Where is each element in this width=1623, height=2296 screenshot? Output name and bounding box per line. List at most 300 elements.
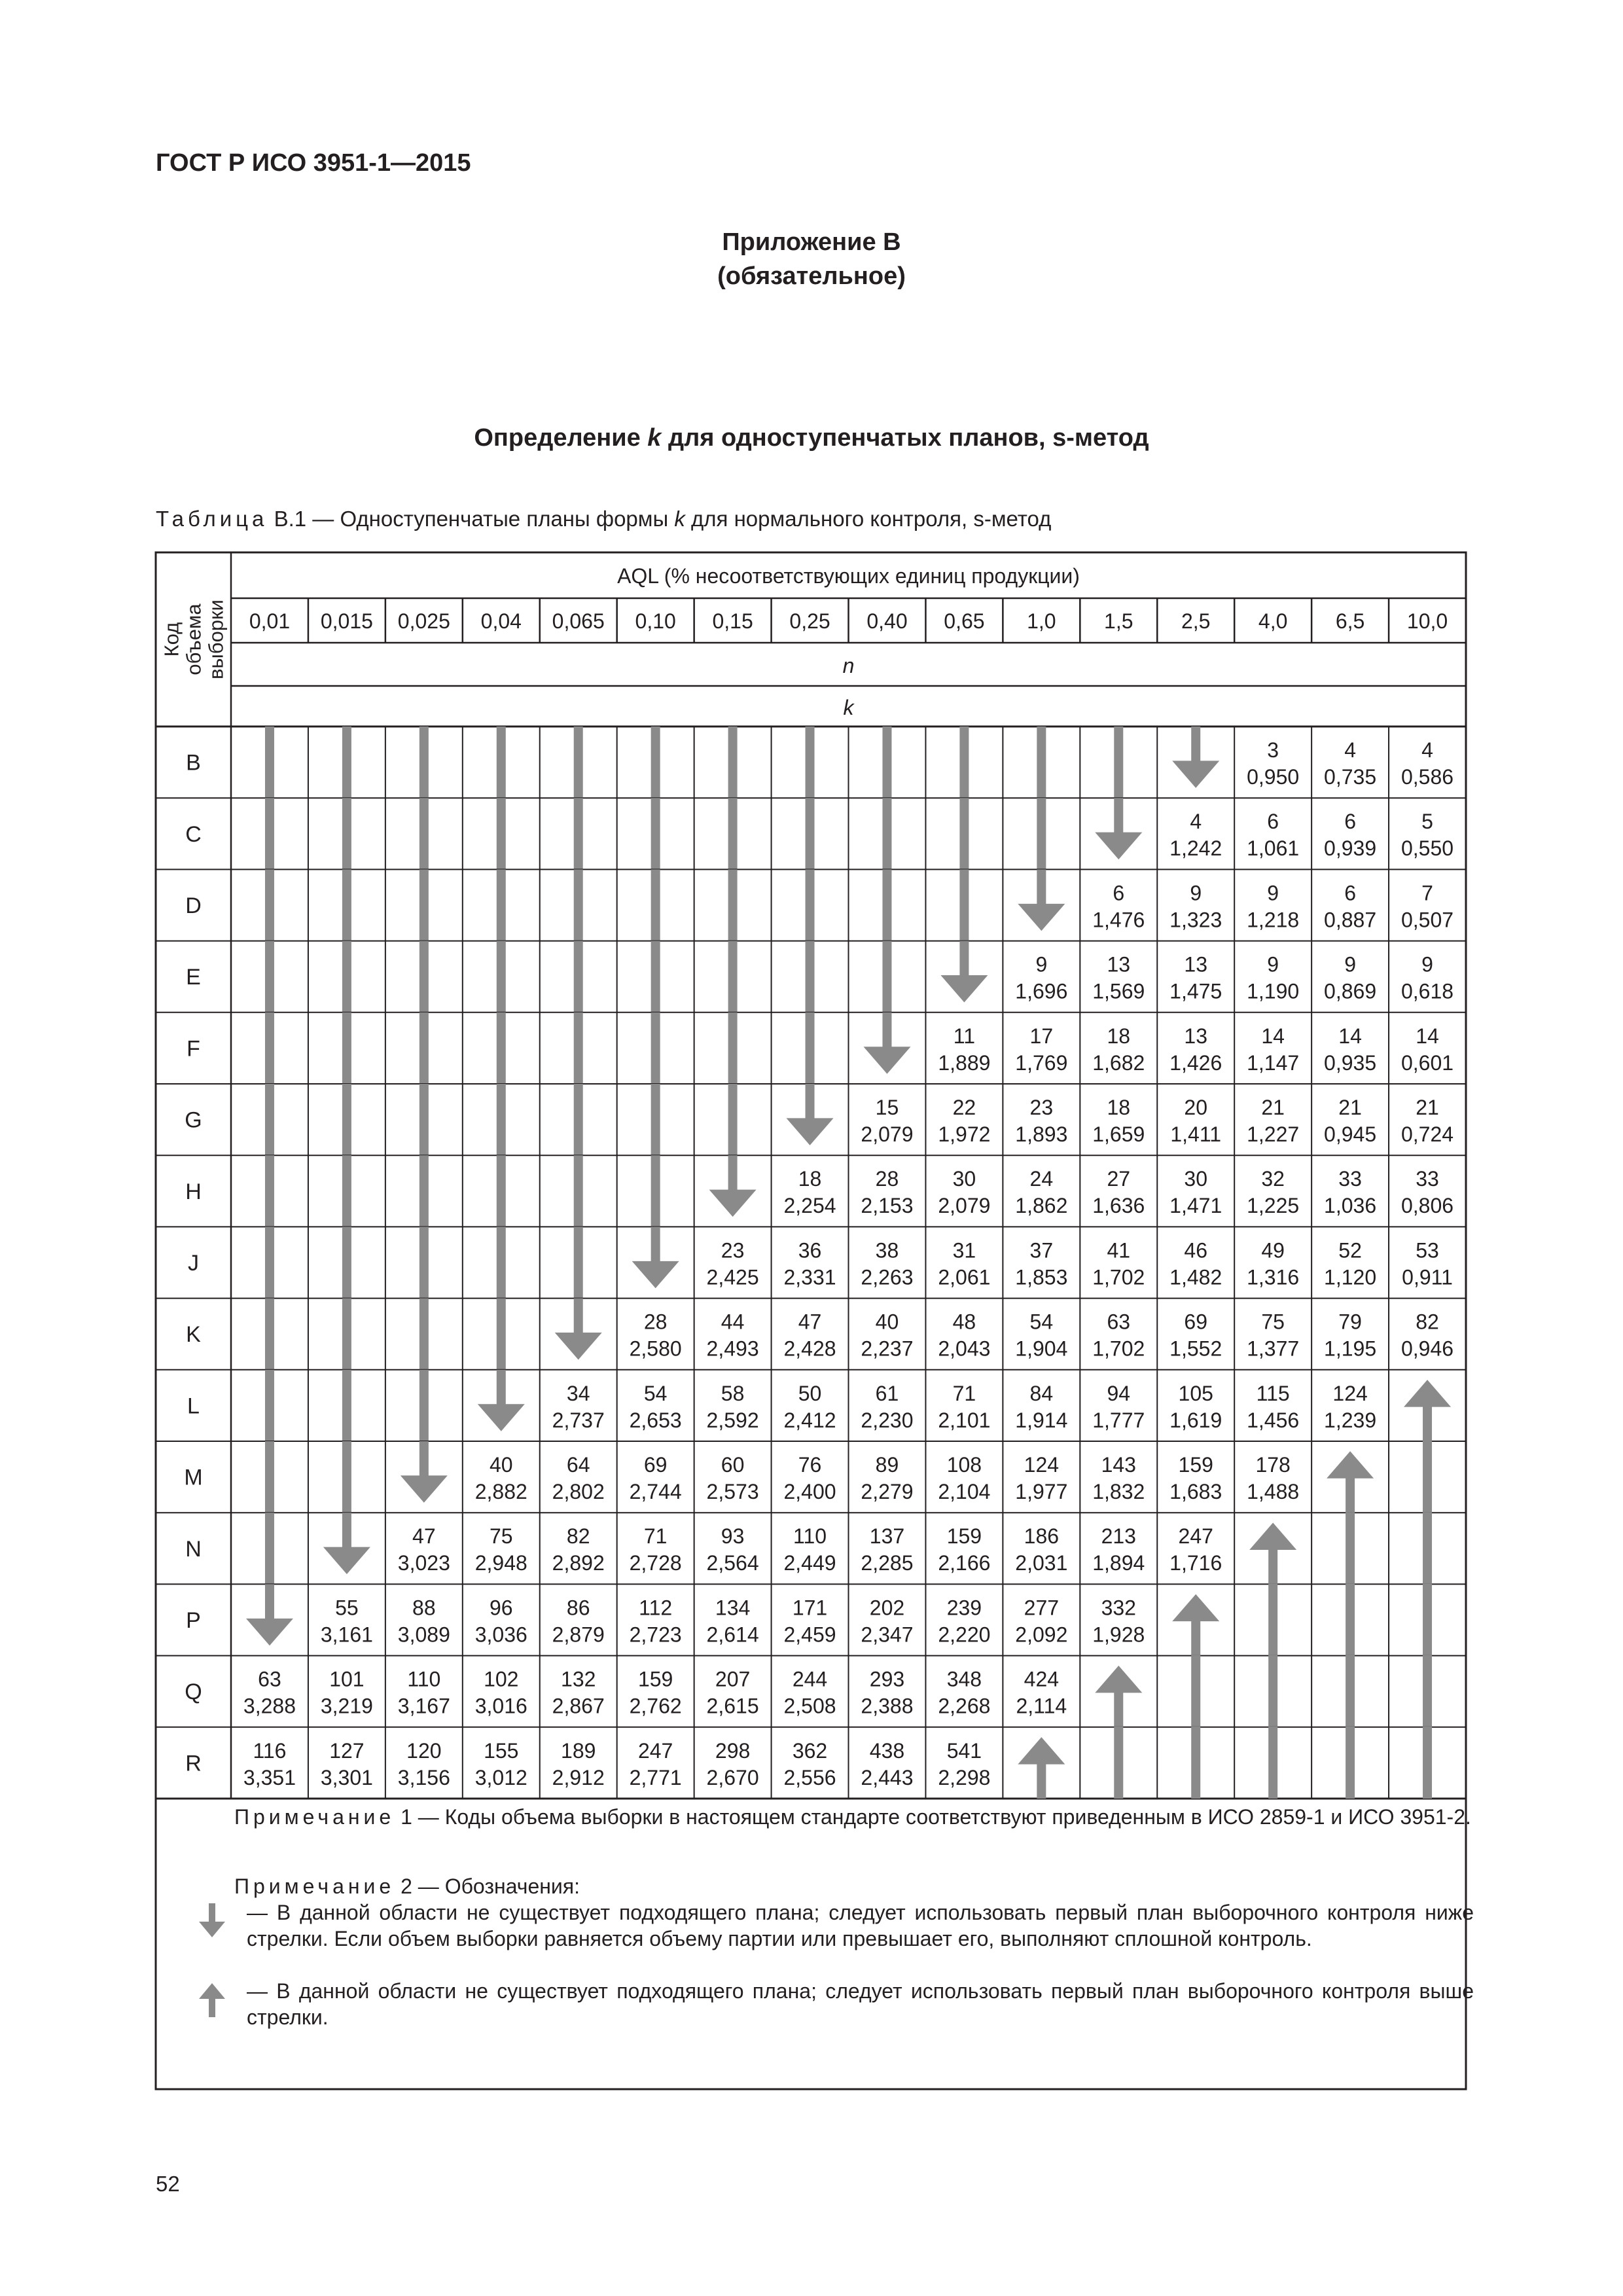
sample-size-n: 159 xyxy=(637,1667,673,1691)
sample-size-n: 186 xyxy=(1024,1524,1060,1549)
sample-size-n: 54 xyxy=(643,1381,668,1405)
arrow-down-shaft xyxy=(651,1013,660,1085)
acceptability-constant-k: 2,614 xyxy=(706,1623,759,1647)
sample-size-n: 239 xyxy=(946,1596,982,1620)
sample-size-n: 438 xyxy=(869,1738,905,1763)
arrow-down-shaft xyxy=(342,1441,351,1513)
sample-size-n: 9 xyxy=(1421,952,1433,977)
acceptability-constant-k: 2,762 xyxy=(629,1694,682,1718)
acceptability-constant-k: 1,682 xyxy=(1092,1050,1145,1075)
acceptability-constant-k: 1,904 xyxy=(1015,1336,1068,1361)
acceptability-constant-k: 1,696 xyxy=(1015,979,1068,1003)
section-title-suffix: для одноступенчатых планов, s-метод xyxy=(661,424,1149,452)
arrow-down-shaft xyxy=(265,1013,274,1085)
arrow-up-shaft xyxy=(1191,1727,1200,1799)
acceptability-constant-k: 1,377 xyxy=(1247,1336,1300,1361)
acceptability-constant-k: 2,153 xyxy=(861,1194,914,1218)
acceptability-constant-k: 2,400 xyxy=(783,1480,836,1503)
page-number: 52 xyxy=(156,2172,180,2196)
acceptability-constant-k: 2,556 xyxy=(783,1765,836,1789)
arrow-up-shaft xyxy=(1346,1583,1355,1655)
acceptability-constant-k: 1,225 xyxy=(1247,1194,1300,1218)
arrow-down-shaft xyxy=(728,1013,738,1085)
acceptability-constant-k: 2,723 xyxy=(629,1623,682,1647)
arrow-down-shaft xyxy=(419,1155,429,1227)
sample-size-code: J xyxy=(188,1251,199,1276)
sample-size-n: 4 xyxy=(1344,738,1356,762)
acceptability-constant-k: 1,977 xyxy=(1015,1480,1068,1503)
sample-size-n: 22 xyxy=(952,1096,976,1119)
sample-size-n: 69 xyxy=(1184,1310,1208,1334)
arrow-up-shaft xyxy=(1346,1512,1355,1584)
acceptability-constant-k: 1,552 xyxy=(1169,1336,1222,1361)
arrow-down-shaft xyxy=(1114,726,1123,798)
note-2 xyxy=(165,1873,1474,1899)
acceptability-constant-k: 2,043 xyxy=(938,1336,991,1361)
acceptability-constant-k: 1,702 xyxy=(1092,1336,1145,1361)
aql-column-label: 10,0 xyxy=(1406,609,1448,633)
acceptability-constant-k: 1,239 xyxy=(1324,1408,1377,1432)
arrow-up-shaft xyxy=(1268,1655,1277,1727)
aql-column-label: 0,65 xyxy=(944,609,985,633)
arrow-up-shaft xyxy=(1423,1583,1432,1655)
sample-size-n: 71 xyxy=(643,1524,668,1549)
acceptability-constant-k: 1,659 xyxy=(1092,1122,1145,1146)
sample-size-n: 13 xyxy=(1184,952,1208,977)
sample-size-n: 27 xyxy=(1107,1167,1131,1191)
arrow-down-icon xyxy=(632,1261,679,1288)
acceptability-constant-k: 3,016 xyxy=(474,1694,527,1718)
note-1-label: Примечание xyxy=(234,1805,395,1829)
arrow-down-shaft xyxy=(651,1227,660,1264)
acceptability-constant-k: 1,853 xyxy=(1015,1265,1068,1289)
acceptability-constant-k: 1,147 xyxy=(1247,1050,1300,1075)
aql-column-label: 6,5 xyxy=(1335,609,1365,633)
acceptability-constant-k: 0,550 xyxy=(1400,836,1454,861)
acceptability-constant-k: 1,716 xyxy=(1169,1551,1222,1575)
sample-size-n: 71 xyxy=(952,1381,976,1405)
sample-size-n: 137 xyxy=(869,1524,905,1549)
sample-size-n: 127 xyxy=(329,1738,365,1763)
arrow-down-shaft xyxy=(959,798,969,870)
arrow-down-shaft xyxy=(342,1299,351,1371)
acceptability-constant-k: 1,569 xyxy=(1092,979,1145,1003)
sample-size-n: 28 xyxy=(643,1310,668,1334)
sample-size-n: 159 xyxy=(946,1524,982,1549)
arrow-down-shaft xyxy=(806,798,815,870)
sample-size-n: 32 xyxy=(1261,1167,1285,1191)
arrow-up-shaft xyxy=(1423,1655,1432,1727)
sample-size-n: 110 xyxy=(793,1524,827,1549)
arrow-down-icon xyxy=(1018,904,1065,931)
sample-size-n: 50 xyxy=(798,1381,822,1405)
acceptability-constant-k: 0,601 xyxy=(1400,1050,1454,1075)
arrow-up-icon xyxy=(194,1982,230,2018)
sample-size-n: 21 xyxy=(1338,1096,1362,1119)
acceptability-constant-k: 2,031 xyxy=(1015,1551,1068,1575)
sample-size-n: 52 xyxy=(1338,1238,1362,1263)
arrow-down-shaft xyxy=(806,1013,815,1085)
acceptability-constant-k: 1,471 xyxy=(1169,1194,1222,1218)
acceptability-constant-k: 2,771 xyxy=(629,1765,682,1789)
sample-size-n: 116 xyxy=(253,1738,287,1763)
sample-size-n: 155 xyxy=(484,1738,519,1763)
sample-size-n: 4 xyxy=(1421,738,1433,762)
acceptability-constant-k: 2,412 xyxy=(783,1408,836,1432)
acceptability-constant-k: 2,449 xyxy=(783,1551,836,1575)
acceptability-constant-k: 2,092 xyxy=(1015,1623,1068,1647)
sample-size-n: 541 xyxy=(946,1738,982,1763)
arrow-down-shaft xyxy=(342,1513,351,1550)
acceptability-constant-k: 3,156 xyxy=(397,1765,450,1789)
acceptability-constant-k: 1,061 xyxy=(1247,836,1300,861)
sample-size-code: G xyxy=(185,1107,202,1133)
sample-size-n: 37 xyxy=(1029,1238,1054,1263)
sample-size-n: 7 xyxy=(1421,881,1433,905)
arrow-down-shaft xyxy=(959,726,969,798)
acceptability-constant-k: 0,618 xyxy=(1400,979,1454,1003)
sample-size-n: 9 xyxy=(1035,952,1048,977)
arrow-down-shaft xyxy=(806,726,815,798)
arrow-up-shaft xyxy=(1268,1583,1277,1655)
aql-column-label: 0,01 xyxy=(249,609,291,633)
sample-size-n: 6 xyxy=(1344,810,1356,834)
arrow-up-shaft xyxy=(1346,1655,1355,1727)
sample-size-n: 101 xyxy=(329,1667,365,1691)
note-1-text: 1 — Коды объема выборки в настоящем стандарте соответствуют приведенным в ИСО 2859-1 и ИСО 3951-2. xyxy=(395,1805,1471,1829)
sample-size-n: 20 xyxy=(1184,1096,1208,1119)
arrow-down-shaft xyxy=(728,941,738,1013)
arrow-up-shaft xyxy=(1037,1763,1046,1799)
sample-size-n: 24 xyxy=(1029,1167,1054,1191)
acceptability-constant-k: 2,564 xyxy=(706,1551,759,1575)
arrow-down-shaft xyxy=(574,1227,583,1299)
sample-size-n: 202 xyxy=(869,1596,905,1620)
arrow-down-shaft xyxy=(265,798,274,870)
k-label: k xyxy=(843,696,854,719)
sample-size-n: 4 xyxy=(1190,810,1202,834)
acceptability-constant-k: 3,161 xyxy=(320,1623,373,1647)
sample-size-n: 88 xyxy=(412,1596,436,1620)
arrow-down-shaft xyxy=(419,941,429,1013)
sample-size-n: 69 xyxy=(643,1453,668,1477)
acceptability-constant-k: 3,089 xyxy=(397,1623,450,1647)
acceptability-constant-k: 2,443 xyxy=(861,1765,914,1789)
sample-size-n: 46 xyxy=(1184,1238,1208,1263)
arrow-down-shaft xyxy=(497,1155,506,1227)
sample-size-n: 84 xyxy=(1029,1381,1054,1405)
sample-size-n: 58 xyxy=(721,1381,745,1405)
arrow-up-shaft xyxy=(1114,1691,1123,1727)
arrow-down-shaft xyxy=(959,869,969,941)
arrow-down-shaft xyxy=(342,726,351,798)
arrow-down-icon xyxy=(555,1333,602,1359)
aql-column-label: 0,065 xyxy=(552,609,605,633)
arrow-down-shaft xyxy=(574,798,583,870)
acceptability-constant-k: 2,237 xyxy=(861,1336,914,1361)
sample-size-n: 86 xyxy=(566,1596,590,1620)
arrow-down-icon xyxy=(709,1190,757,1217)
acceptability-constant-k: 1,218 xyxy=(1247,908,1300,932)
sample-size-n: 40 xyxy=(489,1453,513,1477)
acceptability-constant-k: 3,351 xyxy=(243,1765,296,1789)
arrow-down-shaft xyxy=(1037,726,1046,798)
acceptability-constant-k: 1,683 xyxy=(1169,1480,1222,1503)
acceptability-constant-k: 2,892 xyxy=(552,1551,605,1575)
acceptability-constant-k: 3,301 xyxy=(320,1765,373,1789)
arrow-up-shaft xyxy=(1268,1549,1277,1585)
arrow-up-icon xyxy=(1095,1666,1142,1693)
sample-size-n: 96 xyxy=(489,1596,513,1620)
arrow-down-icon xyxy=(863,1047,910,1073)
sample-size-n: 143 xyxy=(1101,1453,1136,1477)
sample-size-n: 94 xyxy=(1107,1381,1131,1405)
sample-size-n: 79 xyxy=(1338,1310,1362,1334)
acceptability-constant-k: 2,592 xyxy=(706,1408,759,1432)
aql-column-label: 0,04 xyxy=(480,609,522,633)
section-title-variable: k xyxy=(647,424,662,452)
row-header-label-word: объема xyxy=(182,603,205,675)
sample-size-n: 424 xyxy=(1024,1667,1060,1691)
arrow-down-shaft xyxy=(574,1084,583,1156)
acceptability-constant-k: 1,190 xyxy=(1247,979,1300,1003)
sample-size-code: E xyxy=(186,965,201,990)
arrow-down-shaft xyxy=(882,869,891,941)
arrow-down-shaft xyxy=(497,1299,506,1371)
note-2-label: Примечание xyxy=(234,1874,395,1898)
acceptability-constant-k: 2,744 xyxy=(629,1480,682,1503)
arrow-up-shaft xyxy=(1423,1727,1432,1799)
acceptability-constant-k: 1,928 xyxy=(1092,1623,1145,1647)
acceptability-constant-k: 2,728 xyxy=(629,1551,682,1575)
acceptability-constant-k: 2,285 xyxy=(861,1551,914,1575)
acceptability-constant-k: 2,114 xyxy=(1016,1694,1067,1718)
arrow-down-shaft xyxy=(651,941,660,1013)
acceptability-constant-k: 1,316 xyxy=(1247,1265,1300,1289)
arrow-down-icon xyxy=(1095,833,1142,859)
arrow-down-shaft xyxy=(651,726,660,798)
acceptability-constant-k: 1,323 xyxy=(1169,908,1222,932)
arrow-up-shaft xyxy=(1268,1727,1277,1799)
arrow-down-shaft xyxy=(497,869,506,941)
sample-size-n: 38 xyxy=(875,1238,899,1263)
aql-header: AQL (% несоответствующих единиц продукции) xyxy=(617,564,1080,588)
sample-size-n: 33 xyxy=(1338,1167,1362,1191)
acceptability-constant-k: 2,104 xyxy=(938,1480,991,1503)
acceptability-constant-k: 0,806 xyxy=(1400,1194,1454,1218)
acceptability-constant-k: 0,945 xyxy=(1324,1122,1377,1146)
arrow-down-shaft xyxy=(1191,726,1200,764)
aql-column-label: 1,0 xyxy=(1027,609,1056,633)
aql-column-label: 0,10 xyxy=(635,609,676,633)
arrow-up-shaft xyxy=(1346,1477,1355,1513)
arrow-down-shaft xyxy=(1037,869,1046,906)
sample-size-code: L xyxy=(187,1393,200,1419)
arrow-down-shaft xyxy=(265,1084,274,1156)
acceptability-constant-k: 3,219 xyxy=(320,1694,373,1718)
aql-column-label: 0,025 xyxy=(397,609,450,633)
acceptability-constant-k: 2,230 xyxy=(861,1408,914,1432)
arrow-down-shaft xyxy=(342,1227,351,1299)
sample-size-n: 53 xyxy=(1416,1238,1439,1263)
sample-size-n: 9 xyxy=(1267,952,1279,977)
arrow-down-icon xyxy=(246,1619,293,1645)
arrow-down-shaft xyxy=(497,1013,506,1085)
arrow-down-shaft xyxy=(574,941,583,1013)
arrow-down-shaft xyxy=(419,1227,429,1299)
sample-size-n: 64 xyxy=(566,1453,590,1477)
sample-size-n: 49 xyxy=(1261,1238,1285,1263)
sample-size-n: 48 xyxy=(952,1310,976,1334)
sample-size-n: 13 xyxy=(1107,952,1131,977)
table-caption-text-end: для нормального контроля, s-метод xyxy=(685,507,1052,531)
sample-size-code: K xyxy=(186,1322,201,1348)
acceptability-constant-k: 1,242 xyxy=(1169,836,1222,861)
arrow-up-shaft xyxy=(1191,1620,1200,1656)
arrow-down-shaft xyxy=(419,869,429,941)
sample-size-n: 362 xyxy=(792,1738,828,1763)
acceptability-constant-k: 2,254 xyxy=(783,1194,836,1218)
sample-size-n: 63 xyxy=(1107,1310,1131,1334)
sample-size-n: 105 xyxy=(1178,1381,1213,1405)
aql-column-label: 0,015 xyxy=(320,609,373,633)
sample-size-n: 61 xyxy=(875,1381,899,1405)
sample-size-n: 75 xyxy=(1261,1310,1285,1334)
acceptability-constant-k: 1,036 xyxy=(1324,1194,1377,1218)
annex-title: Приложение В xyxy=(722,228,901,256)
acceptability-constant-k: 3,288 xyxy=(243,1694,296,1718)
sample-size-n: 3 xyxy=(1267,738,1279,762)
arrow-up-shaft xyxy=(1423,1512,1432,1584)
arrow-down-shaft xyxy=(265,1513,274,1585)
arrow-down-shaft xyxy=(1037,798,1046,870)
acceptability-constant-k: 2,508 xyxy=(783,1694,836,1718)
sample-size-n: 18 xyxy=(1107,1024,1131,1048)
sample-size-n: 11 xyxy=(953,1024,976,1048)
arrow-down-shaft xyxy=(265,726,274,798)
acceptability-constant-k: 0,950 xyxy=(1247,765,1300,789)
acceptability-constant-k: 1,456 xyxy=(1247,1408,1300,1432)
note-2-text: 2 — Обозначения: xyxy=(395,1874,580,1898)
sample-size-n: 54 xyxy=(1029,1310,1054,1334)
sample-size-n: 28 xyxy=(875,1167,899,1191)
arrow-down-icon xyxy=(194,1903,230,1940)
acceptability-constant-k: 1,475 xyxy=(1169,979,1222,1003)
arrow-down-shaft xyxy=(1114,798,1123,835)
sample-size-n: 47 xyxy=(412,1524,436,1549)
sample-size-n: 348 xyxy=(946,1667,982,1691)
acceptability-constant-k: 1,227 xyxy=(1247,1122,1300,1146)
arrow-down-shaft xyxy=(419,798,429,870)
sample-size-code: F xyxy=(187,1036,200,1062)
annex-subtitle: (обязательное) xyxy=(717,262,906,290)
arrow-down-shaft xyxy=(419,1299,429,1371)
acceptability-constant-k: 1,619 xyxy=(1169,1408,1222,1432)
acceptability-constant-k: 2,079 xyxy=(861,1122,914,1146)
acceptability-constant-k: 1,636 xyxy=(1092,1194,1145,1218)
sample-size-n: 55 xyxy=(335,1596,359,1620)
sample-size-code: H xyxy=(185,1179,202,1204)
arrow-down-shaft xyxy=(265,869,274,941)
table-caption-label: Таблица xyxy=(156,507,268,531)
sample-size-n: 277 xyxy=(1024,1596,1060,1620)
acceptability-constant-k: 1,195 xyxy=(1324,1336,1377,1361)
arrow-up-icon xyxy=(1018,1737,1065,1764)
acceptability-constant-k: 2,347 xyxy=(861,1623,914,1647)
sample-size-n: 9 xyxy=(1267,881,1279,905)
acceptability-constant-k: 1,769 xyxy=(1015,1050,1068,1075)
table-caption-variable: k xyxy=(674,507,685,531)
arrow-down-shaft xyxy=(419,1084,429,1156)
acceptability-constant-k: 1,702 xyxy=(1092,1265,1145,1289)
arrow-down-shaft xyxy=(651,1155,660,1227)
sample-size-n: 171 xyxy=(792,1596,828,1620)
sample-size-n: 9 xyxy=(1190,881,1202,905)
acceptability-constant-k: 2,298 xyxy=(938,1765,991,1789)
sample-size-code: M xyxy=(184,1465,203,1490)
sample-size-n: 63 xyxy=(258,1667,281,1691)
arrow-down-shaft xyxy=(342,798,351,870)
sample-size-n: 21 xyxy=(1261,1096,1285,1119)
arrow-down-shaft xyxy=(574,726,583,798)
arrow-down-shaft xyxy=(497,798,506,870)
acceptability-constant-k: 3,167 xyxy=(397,1694,450,1718)
sample-size-n: 110 xyxy=(407,1667,441,1691)
arrow-down-shaft xyxy=(342,1084,351,1156)
sample-size-code: D xyxy=(185,893,202,918)
arrow-down-shaft xyxy=(959,941,969,978)
sample-size-n: 298 xyxy=(715,1738,751,1763)
sample-size-n: 159 xyxy=(1178,1453,1213,1477)
acceptability-constant-k: 2,653 xyxy=(629,1408,682,1432)
sample-size-n: 14 xyxy=(1261,1024,1285,1048)
arrow-down-shaft xyxy=(497,1370,506,1407)
arrow-down-shaft xyxy=(342,1013,351,1085)
acceptability-constant-k: 2,220 xyxy=(938,1623,991,1647)
arrow-down-shaft xyxy=(265,1227,274,1299)
arrow-down-shaft xyxy=(651,1084,660,1156)
arrow-down-shaft xyxy=(265,941,274,1013)
sample-size-n: 44 xyxy=(721,1310,745,1334)
aql-column-label: 2,5 xyxy=(1181,609,1211,633)
acceptability-constant-k: 1,411 xyxy=(1170,1122,1222,1146)
acceptability-constant-k: 2,615 xyxy=(706,1694,759,1718)
acceptability-constant-k: 3,023 xyxy=(397,1551,450,1575)
sample-size-n: 207 xyxy=(715,1667,751,1691)
arrow-down-shaft xyxy=(497,1227,506,1299)
arrow-down-shaft xyxy=(419,1441,429,1479)
arrow-up-shaft xyxy=(1423,1405,1432,1441)
sample-size-n: 93 xyxy=(721,1524,745,1549)
sample-size-code: B xyxy=(186,750,201,776)
arrow-down-shaft xyxy=(728,726,738,798)
arrow-down-shaft xyxy=(342,1155,351,1227)
section-title-prefix: Определение xyxy=(474,424,648,452)
sample-size-n: 6 xyxy=(1344,881,1356,905)
arrow-up-shaft xyxy=(1191,1655,1200,1727)
acceptability-constant-k: 0,887 xyxy=(1324,908,1377,932)
sample-size-n: 189 xyxy=(561,1738,596,1763)
sample-size-n: 124 xyxy=(1024,1453,1060,1477)
sample-size-n: 247 xyxy=(1178,1524,1213,1549)
sample-size-n: 89 xyxy=(875,1453,899,1477)
sample-size-n: 112 xyxy=(639,1596,673,1620)
acceptability-constant-k: 1,476 xyxy=(1092,908,1145,932)
sample-size-n: 244 xyxy=(792,1667,828,1691)
acceptability-constant-k: 2,912 xyxy=(552,1765,605,1789)
row-header-label-word: Код xyxy=(160,622,183,657)
acceptability-constant-k: 2,331 xyxy=(783,1265,836,1289)
